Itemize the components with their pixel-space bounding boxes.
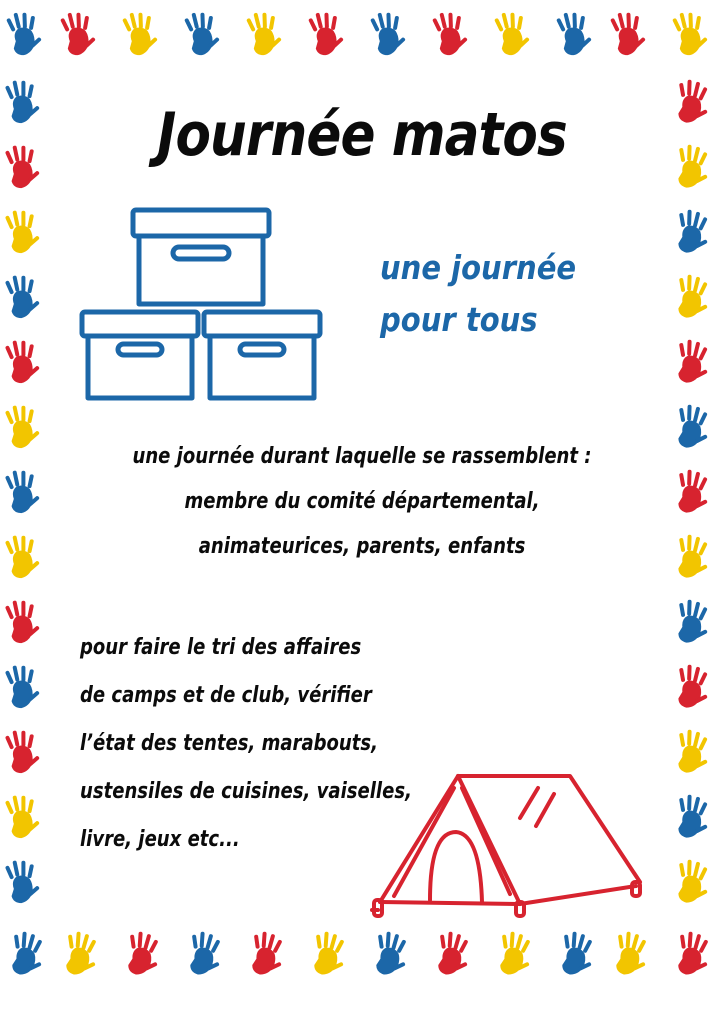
handprint-icon [674, 338, 712, 385]
handprint-icon [671, 10, 709, 57]
tagline-line: une journée [380, 248, 577, 287]
handprint-icon [674, 208, 712, 255]
handprint-icon [4, 143, 41, 189]
intro-line: une journée durant laquelle se rassemblent : [132, 444, 592, 469]
stacked-storage-boxes-icon [78, 206, 324, 402]
handprint-icon [123, 930, 163, 978]
handprint-icon [245, 10, 283, 57]
handprint-icon [4, 598, 41, 644]
handprint-icon [5, 10, 43, 57]
handprint-icon [4, 858, 41, 904]
handprint-icon [4, 533, 41, 579]
handprint-icon [674, 793, 712, 840]
handprint-icon [183, 10, 221, 57]
handprint-icon [4, 468, 41, 514]
details-line: pour faire le tri des affaires [80, 635, 362, 660]
handprint-icon [674, 143, 712, 190]
handprint-icon [674, 728, 712, 775]
handprint-icon [7, 930, 47, 978]
tent-icon [370, 770, 652, 920]
handprint-icon [371, 930, 411, 978]
handprint-icon [185, 930, 225, 978]
handprint-icon [609, 10, 647, 57]
handprint-icon [673, 930, 713, 978]
intro-line: membre du comité départemental, [184, 489, 540, 514]
handprint-icon [495, 930, 535, 978]
handprint-icon [557, 930, 597, 978]
tagline-line: pour tous [380, 300, 538, 339]
handprint-icon [674, 663, 712, 710]
handprint-icon [493, 10, 531, 57]
handprint-icon [4, 793, 41, 839]
handprint-icon [555, 10, 593, 57]
details-line: l’état des tentes, marabouts, [80, 731, 378, 756]
handprint-icon [674, 273, 712, 320]
handprint-icon [309, 930, 349, 978]
handprint-icon [674, 598, 712, 645]
handprint-icon [674, 858, 712, 905]
handprint-icon [611, 930, 651, 978]
handprint-icon [4, 273, 41, 319]
handprint-icon [4, 78, 41, 124]
handprint-icon [4, 208, 41, 254]
handprint-icon [4, 663, 41, 709]
details-line: ustensiles de cuisines, vaiselles, [80, 779, 412, 804]
handprint-icon [433, 930, 473, 978]
poster-title: Journée matos [157, 100, 567, 170]
handprint-icon [61, 930, 101, 978]
details-line: de camps et de club, vérifier [80, 683, 372, 708]
handprint-icon [4, 403, 41, 449]
handprint-icon [59, 10, 97, 57]
handprint-icon [369, 10, 407, 57]
handprint-icon [4, 728, 41, 774]
handprint-icon [307, 10, 345, 57]
handprint-icon [247, 930, 287, 978]
handprint-icon [674, 78, 712, 125]
handprint-icon [121, 10, 159, 57]
intro-text [40, 434, 684, 569]
details-line: livre, jeux etc... [80, 827, 240, 852]
tagline [380, 242, 609, 346]
handprint-icon [431, 10, 469, 57]
intro-line: animateurices, parents, enfants [198, 534, 526, 559]
handprint-icon [4, 338, 41, 384]
